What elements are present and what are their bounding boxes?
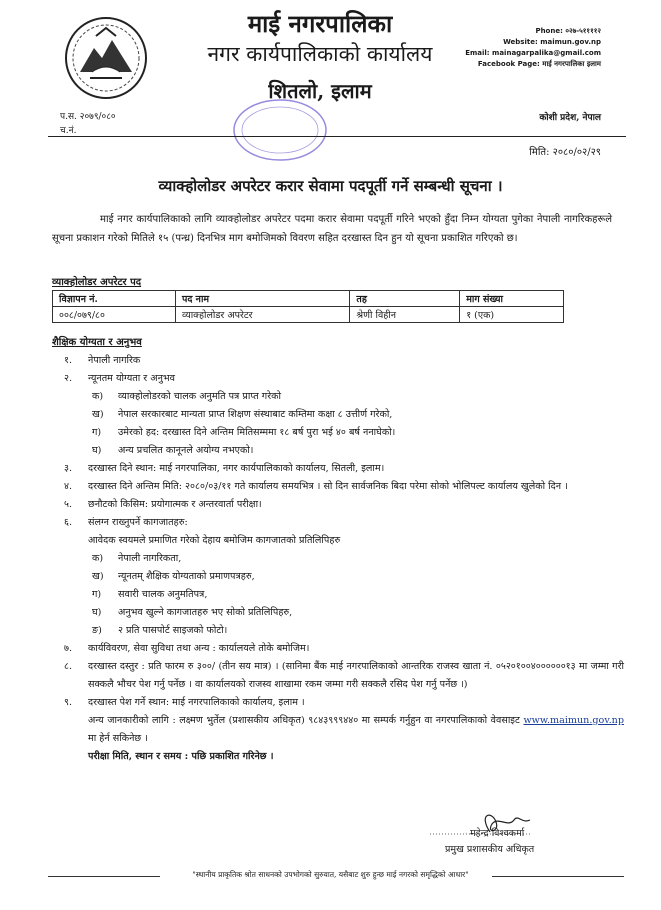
sub-list-item: [64, 550, 624, 568]
sub-list-item: [64, 442, 624, 460]
sub-list-item: [64, 406, 624, 424]
list-item: [64, 478, 624, 496]
list-item-text: संलग्न राख्नुपर्ने कागजातहरु:: [88, 517, 188, 528]
list-item-number: ४.: [64, 481, 73, 492]
list-item-text: आवेदक स्वयमले प्रमाणित गरेको देहाय बमोजिम कागजातको प्रतिलिपिहरु: [88, 535, 341, 546]
intro-paragraph: माई नगर कार्यपालिकाको लागि व्याक्होलोडर अपरेटर पदमा करार सेवामा पदपूर्ती गरिने भएको हुँदा निम्न योग्यता पुगेका नेपाली नागरिकहरूले सूचना प्रकाशन गरेको मितिले १५ (पन्ध्र) दिनभित्र माग बमोजिमको विवरण सहित दरखास्त दिन हुन यो सूचना प्रकाशित गरिएको छ।: [52, 214, 612, 244]
signatory-name: महेन्द्र विश्वकर्मा: [470, 828, 525, 839]
notice-date: मिति: २०८०/०२/२९: [529, 147, 601, 158]
list-item-text: कार्यविवरण, सेवा सुविधा तथा अन्य : कार्यालयले तोके बमोजिम।: [88, 643, 310, 654]
table-header: तह: [350, 291, 460, 307]
table-row: [53, 307, 564, 323]
sub-list-item: [64, 622, 624, 640]
post-heading: व्याक्होलोडर अपरेटर पद: [52, 277, 142, 288]
org-location: शितलो, इलाम: [268, 79, 372, 103]
qualification-heading: शैक्षिक योग्यता र अनुभव: [52, 337, 142, 348]
sub-list-item: [64, 424, 624, 442]
office-stamp: [220, 92, 340, 162]
list-item-text: नेपाल सरकारबाट मान्यता प्राप्त शिक्षण संस्थाबाट कम्तिमा कक्षा ८ उत्तीर्ण गरेको,: [118, 409, 393, 420]
list-item-text: व्याक्होलोडरको चालक अनुमति पत्र प्राप्त गरेको: [118, 391, 281, 402]
list-item: [64, 658, 624, 694]
header-rule: [48, 136, 626, 137]
notice-title: व्याक्होलोडर अपरेटर करार सेवामा पदपूर्ती गर्ने सम्बन्धी सूचना ।: [158, 177, 503, 195]
list-item-number: क): [92, 391, 104, 402]
sub-list-item: [64, 388, 624, 406]
list-item-text: न्यूनतम् शैक्षिक योग्यताको प्रमाणपत्रहरु,: [118, 571, 255, 582]
signatory-title: प्रमुख प्रशासकीय अधिकृत: [445, 844, 535, 855]
table-header: माग संख्या: [460, 291, 564, 307]
list-item-number: ग): [92, 427, 102, 438]
table-header-row: [53, 291, 564, 307]
contact-block: [465, 26, 601, 70]
list-item-number: ५.: [64, 499, 73, 510]
list-item-number: घ): [92, 445, 102, 456]
list-item-number: ८.: [64, 661, 73, 672]
list-item: [64, 460, 624, 478]
list-item-number: घ): [92, 607, 102, 618]
list-item-number: क): [92, 553, 104, 564]
list-item-text: दरखास्त दिने स्थान: माई नगरपालिका, नगर कार्यपालिकाको कार्यालय, सितली, इलाम।: [88, 463, 385, 474]
list-item: [64, 694, 624, 712]
list-item-number: ३.: [64, 463, 73, 474]
list-item-number: १.: [64, 355, 73, 366]
chalani-number: च.नं.: [60, 126, 77, 136]
org-title: माई नगरपालिका: [247, 9, 393, 38]
org-subtitle: नगर कार्यपालिकाको कार्यालय: [207, 42, 433, 66]
requirements-list: [64, 352, 624, 766]
contact-facebook: Facebook Page: माई नगरपालिका इलाम: [477, 60, 601, 68]
list-item-text: दरखास्त दस्तुर : प्रति फारम रु ३००/ (तीन सय मात्र) । (सानिमा बैंक माई नगरपालिकाको आन्तरिक राजस्व खाता नं. ०५२०१००४००००००१३ मा जम्मा गरी सक्कलै भौचर पेश गर्नु पर्नेछ । वा कार्यालयको राजस्व शाखामा रकम जम्मा गरी सक्कलै रसिद पेश गर्नु पर्नेछ ।): [88, 661, 624, 690]
province-label: कोशी प्रदेश, नेपाल: [539, 113, 601, 123]
list-item-number: [64, 532, 88, 550]
website-suffix: मा हेर्न सकिनेछ ।: [88, 733, 148, 744]
table-header: विज्ञापन नं.: [53, 291, 176, 307]
contact-info-line: [64, 712, 624, 748]
list-item-text: दरखास्त पेश गर्ने स्थान: माई नगरपालिकाको कार्यालय, इलाम ।: [88, 697, 305, 708]
list-item: [64, 532, 624, 550]
list-item: [64, 496, 624, 514]
list-item-text: दरखास्त दिने अन्तिम मिति: २०८०/०३/११ गते कार्यालय समयभित्र । सो दिन सार्वजनिक बिदा परेमा सोको भोलिपल्ट कार्यालय खुलेको दिन ।: [88, 481, 568, 492]
table-cell: ००८/०७९/८०: [53, 307, 176, 323]
patra-sankhya: प.स. २०७९/०८०: [60, 112, 116, 122]
contact-website: Website: maimun.gov.np: [503, 38, 601, 46]
website-link[interactable]: www.maimun.gov.np: [523, 715, 624, 726]
list-item-text: सवारी चालक अनुमतिपत्र,: [118, 589, 208, 600]
list-item-number: २.: [64, 373, 73, 384]
list-item-text: उमेरको हद: दरखास्त दिने अन्तिम मितिसम्ममा १८ बर्ष पुरा भई ४० बर्ष ननाघेको।: [118, 427, 396, 438]
list-item: [64, 370, 624, 388]
list-item-text: नेपाली नागरिक: [88, 355, 141, 366]
table-cell: श्रेणी विहीन: [350, 307, 460, 323]
reference-block: [60, 110, 116, 138]
exam-info-text: परीक्षा मिति, स्थान र समय : पछि प्रकाशित गरिनेछ ।: [88, 751, 274, 762]
footer-slogan: "स्थानीय प्राकृतिक श्रोत साधनको उपभोगको सुरुवात, यसैबाट शुरु हुन्छ माई नगरको समृद्धिको आधार": [192, 870, 469, 879]
vacancy-table: [52, 290, 564, 323]
sub-list-item: [64, 568, 624, 586]
list-item-text: अन्य प्रचलित कानूनले अयोग्य नभएको।: [118, 445, 254, 456]
list-item-text: नेपाली नागरिकता,: [118, 553, 182, 564]
contact-email: Email: mainagarpalika@gmail.com: [465, 49, 601, 57]
contact-info-text: अन्य जानकारीको लागि : लक्ष्मण भुर्तेल (प्रशासकीय अधिकृत) ९८४३९९९४४० मा सम्पर्क गर्नुहुन वा नगरपालिकाको वेवसाइट: [88, 715, 520, 726]
sub-list-item: [64, 586, 624, 604]
list-item: [64, 640, 624, 658]
list-item-text: अनुभव खुल्ने कागजातहरु भए सोको प्रतिलिपिहरु,: [118, 607, 293, 618]
list-item-number: ग): [92, 589, 102, 600]
exam-info-line: [64, 748, 624, 766]
list-item-number: ख): [92, 571, 104, 582]
list-item-number: ६.: [64, 517, 73, 528]
sub-list-item: [64, 604, 624, 622]
table-cell: व्याक्होलोडर अपरेटर: [175, 307, 349, 323]
table-cell: १ (एक): [460, 307, 564, 323]
list-item-number: ७.: [64, 643, 73, 654]
list-item-text: न्यूनतम योग्यता र अनुभव: [88, 373, 175, 384]
table-header: पद नाम: [175, 291, 349, 307]
list-item: [64, 352, 624, 370]
list-item: [64, 514, 624, 532]
list-item-number: ख): [92, 409, 104, 420]
contact-phone: Phone: ०२७-५११११२: [535, 27, 601, 35]
list-item-text: छनौटको किसिम: प्रयोगात्मक र अन्तरवार्ता परीक्षा।: [88, 499, 262, 510]
list-item-number: ९.: [64, 697, 73, 708]
list-item-text: २ प्रति पासपोर्ट साइजको फोटो।: [118, 625, 228, 636]
list-item-number: ङ): [92, 625, 102, 636]
municipality-emblem-logo: [62, 14, 150, 102]
